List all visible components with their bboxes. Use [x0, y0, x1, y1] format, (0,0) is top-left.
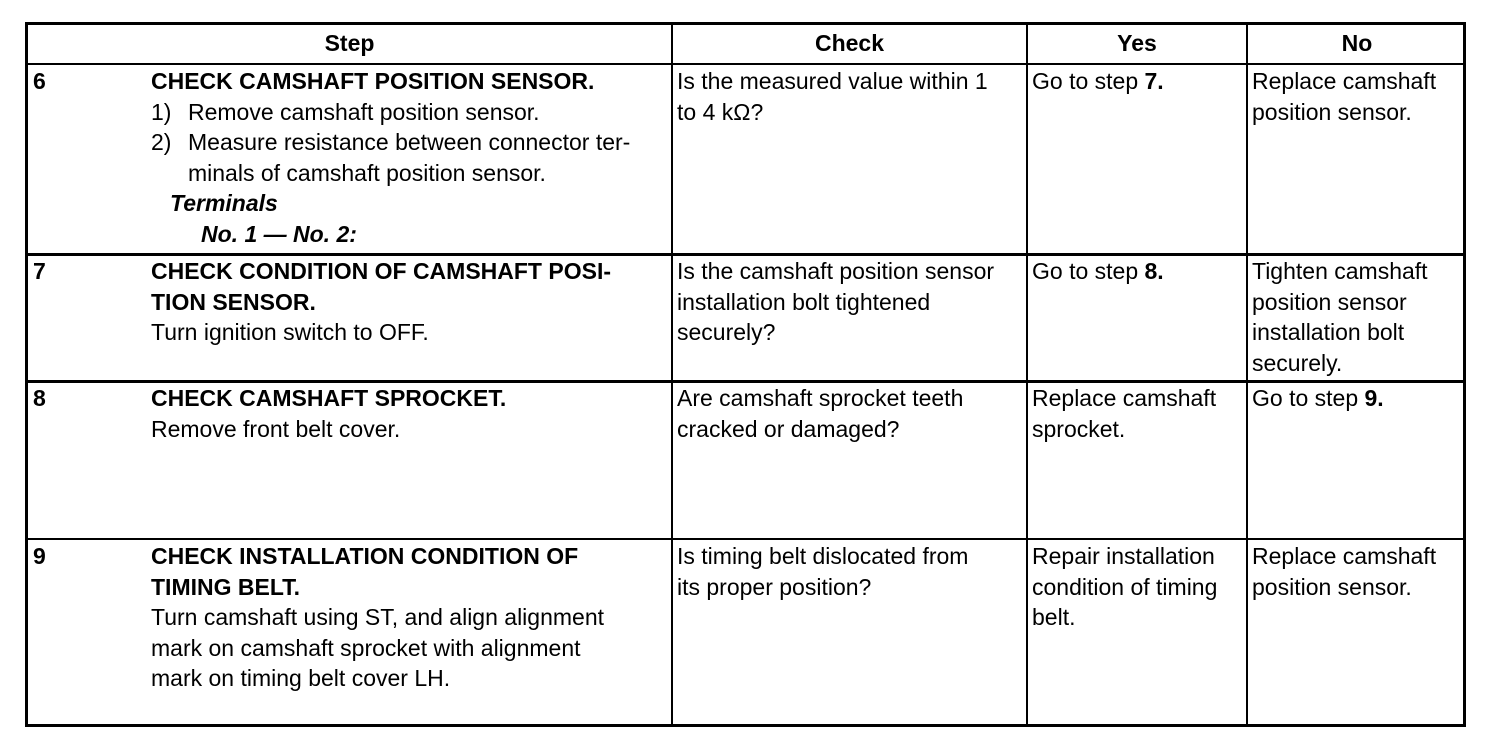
column-divider [1246, 25, 1248, 724]
diagnostic-table [25, 22, 1466, 727]
step-number: 9 [33, 543, 46, 569]
header-yes: Yes [1117, 30, 1157, 56]
step-number: 8 [33, 385, 46, 411]
yes-cell: Go to step 8. [1032, 258, 1164, 284]
sub-step: 1) Remove camshaft position sensor. [151, 98, 540, 125]
no-cell: Go to step 9. [1252, 385, 1384, 411]
step-instructions: CHECK CAMSHAFT SPROCKET. Remove front belt cover. [151, 385, 507, 442]
step-number: 6 [33, 68, 46, 94]
step-instructions: CHECK CONDITION OF CAMSHAFT POSI- TION SENSOR. Turn ignition switch to OFF. [151, 258, 611, 345]
step-instructions: CHECK INSTALLATION CONDITION OF TIMING BELT. Turn camshaft using ST, and align alignment mark on camshaft sprocket with alignment mark on timing belt cover LH. [151, 543, 605, 691]
row-divider [28, 63, 1463, 65]
no-cell: Replace camshaft position sensor. [1252, 68, 1437, 125]
check-cell: Is timing belt dislocated from its proper position? [677, 543, 969, 600]
check-cell: Are camshaft sprocket teeth cracked or damaged? [677, 385, 964, 442]
yes-cell: Repair installation condition of timing belt. [1032, 543, 1218, 630]
sub-step: 2) Measure resistance between connector ter- [151, 129, 631, 155]
yes-cell: Go to step 7. [1032, 68, 1164, 94]
header-step: Step [324, 30, 375, 56]
terminals-label: Terminals [170, 190, 278, 216]
header-check: Check [814, 30, 885, 56]
step-number: 7 [33, 258, 46, 284]
step-title: CHECK CAMSHAFT SPROCKET. [151, 385, 507, 411]
no-cell: Tighten camshaft position sensor installation bolt securely. [1252, 258, 1428, 376]
header-no: No [1341, 30, 1373, 56]
step-title: CHECK CONDITION OF CAMSHAFT POSI- [151, 258, 611, 284]
column-divider [671, 25, 673, 724]
yes-cell: Replace camshaft sprocket. [1032, 385, 1217, 442]
step-title: CHECK INSTALLATION CONDITION OF [151, 543, 579, 569]
step-title: CHECK CAMSHAFT POSITION SENSOR. [151, 68, 595, 94]
check-cell: Is the measured value within 1 to 4 kΩ? [677, 68, 988, 125]
column-divider [1026, 25, 1028, 724]
row-divider [28, 538, 1463, 540]
no-cell: Replace camshaft position sensor. [1252, 543, 1437, 600]
terminals-value: No. 1 — No. 2: [201, 220, 357, 247]
step-instructions: CHECK CAMSHAFT POSITION SENSOR. 1) Remove camshaft position sensor. 2) Measure resistance between connector ter- minals of camshaft position sensor. Terminals No. 1 — No. 2: [151, 66, 630, 249]
check-cell: Is the camshaft position sensor installation bolt tightened securely? [677, 258, 995, 345]
